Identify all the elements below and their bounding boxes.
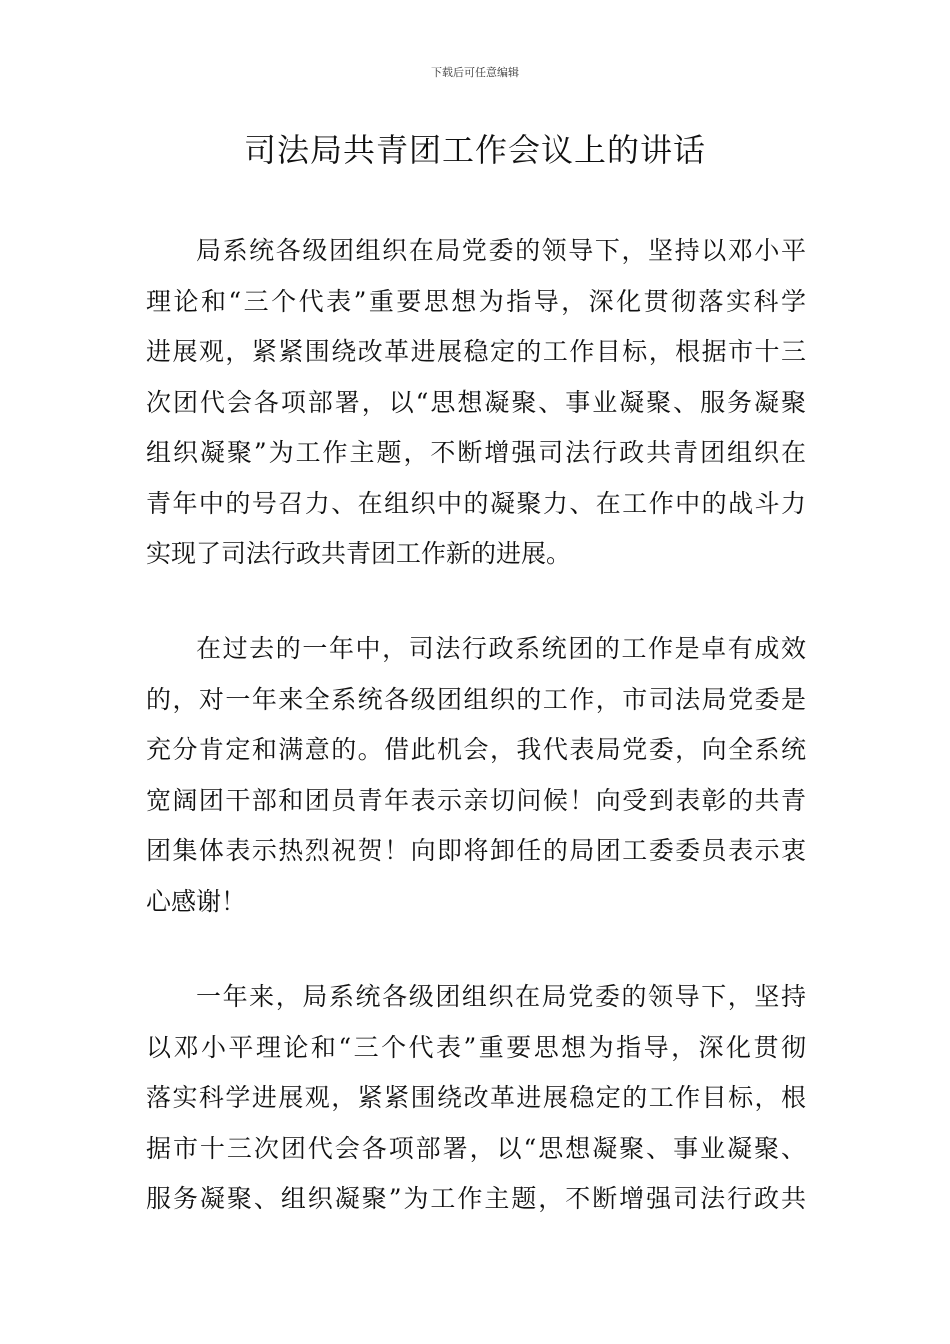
paragraph-line: 心感谢！	[146, 886, 247, 916]
paragraph-line: 服务凝聚、组织凝聚”为工作主题，不断增强司法行政共	[146, 1184, 806, 1213]
header-note: 下载后可任意编辑	[431, 66, 519, 79]
paragraph-line: 宽阔团干部和团员青年表示亲切问候！向受到表彰的共青	[146, 785, 806, 815]
paragraph-line: 进展观，紧紧围绕改革进展稳定的工作目标，根据市十三	[146, 337, 806, 366]
paragraph-line: 充分肯定和满意的。借此机会，我代表局党委，向全系统	[146, 735, 806, 764]
paragraph-line: 据市十三次团代会各项部署，以“思想凝聚、事业凝聚、	[146, 1133, 806, 1163]
paragraph-line: 一年来，局系统各级团组织在局党委的领导下，坚持	[196, 982, 806, 1011]
paragraph-line: 的，对一年来全系统各级团组织的工作，市司法局党委是	[146, 684, 806, 714]
paragraph-line: 在过去的一年中，司法行政系统团的工作是卓有成效	[196, 634, 806, 663]
paragraph-line: 团集体表示热烈祝贺！向即将卸任的局团工委委员表示衷	[146, 836, 806, 865]
paragraph-line: 实现了司法行政共青团工作新的进展。	[146, 539, 572, 568]
paragraph-line: 组织凝聚”为工作主题，不断增强司法行政共青团组织在	[146, 438, 806, 467]
paragraph-line: 理论和“三个代表”重要思想为指导，深化贯彻落实科学	[146, 286, 806, 316]
paragraph-line: 落实科学进展观，紧紧围绕改革进展稳定的工作目标，根	[146, 1083, 806, 1112]
paragraph-line: 青年中的号召力、在组织中的凝聚力、在工作中的战斗力	[146, 488, 806, 518]
paragraph-3	[146, 972, 806, 1225]
paragraph-1	[146, 226, 806, 580]
paragraph-2	[146, 624, 806, 927]
paragraph-line: 以邓小平理论和“三个代表”重要思想为指导，深化贯彻	[146, 1032, 806, 1062]
paragraph-line: 次团代会各项部署，以“思想凝聚、事业凝聚、服务凝聚	[146, 387, 806, 417]
paragraph-line: 局系统各级团组织在局党委的领导下，坚持以邓小平	[196, 236, 806, 265]
document-title: 司法局共青团工作会议上的讲话	[243, 131, 706, 169]
